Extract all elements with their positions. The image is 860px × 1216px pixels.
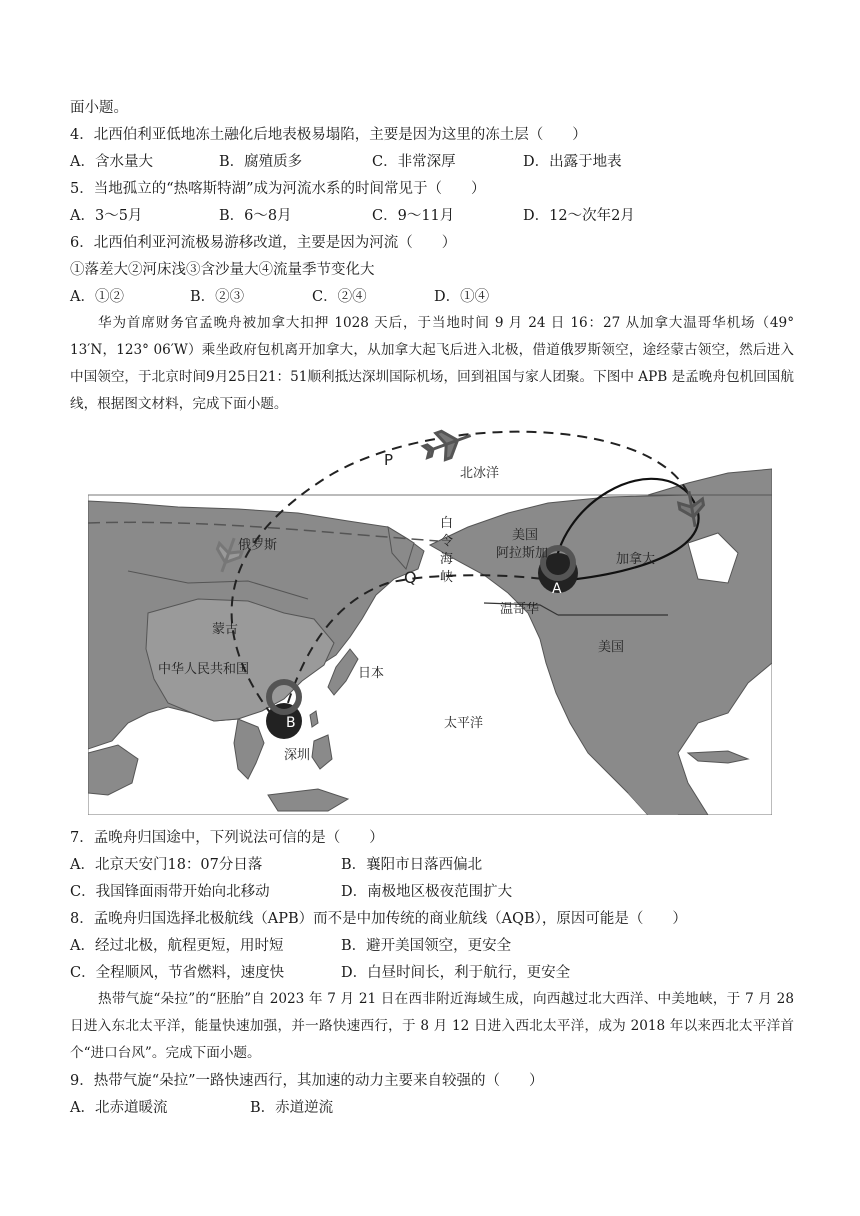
question-5: 5．当地孤立的“热喀斯特湖”成为河流水系的时间常见于（ ） xyxy=(70,181,486,197)
q5-option-a: A．3～5月 xyxy=(70,208,143,224)
q4-option-a: A．含水量大 xyxy=(70,154,153,170)
label-arctic: 北冰洋 xyxy=(460,466,500,481)
line-intro-end: 面小题。 xyxy=(70,100,128,116)
question-9: 9．热带气旋“朵拉”一路快速西行，其加速的动力主要来自较强的（ ） xyxy=(70,1073,544,1089)
q9-option-b: B．赤道逆流 xyxy=(250,1100,334,1116)
label-bering-4: 峡 xyxy=(440,570,454,585)
label-japan: 日本 xyxy=(358,666,385,681)
q6-option-d: D．①④ xyxy=(434,289,490,305)
label-bering-2: 令 xyxy=(440,534,454,549)
label-vancouver: 温哥华 xyxy=(500,602,540,617)
label-usa: 美国 xyxy=(598,640,625,655)
label-china: 中华人民共和国 xyxy=(158,662,250,677)
q4-option-b: B．腐殖质多 xyxy=(219,154,303,170)
label-bering-1: 白 xyxy=(440,516,454,531)
q5-option-b: B．6～8月 xyxy=(219,208,292,224)
airplane-icon xyxy=(421,423,476,465)
q6-option-b: B．②③ xyxy=(190,289,245,305)
q7-option-d: D．南极地区极夜范围扩大 xyxy=(341,884,513,900)
q7-option-c: C．我国锋面雨带开始向北移动 xyxy=(70,884,270,900)
q8-option-b: B．避开美国领空，更安全 xyxy=(341,938,512,954)
label-canada: 加拿大 xyxy=(616,552,656,567)
q4-option-c: C．非常深厚 xyxy=(372,154,456,170)
question-4: 4．北西伯利亚低地冻土融化后地表极易塌陷，主要是因为这里的冻土层（ ） xyxy=(70,127,587,143)
passage-meng: 华为首席财务官孟晚舟被加拿大扣押 1028 天后，于当地时间 9 月 24 日 16：27 从加拿大温哥华机场（49° 13′N，123° 06′W）乘坐政府包机离开加拿大，从加拿大起飞后进入北极，借道俄罗斯领空，途经蒙古领空，然后进入中国领空，于北京时间9月25日21：51顺利抵达深圳国际机场，回到祖国与家人团聚。下图中 APB 是孟晚舟包机回国航线，根据图文材料，完成下面小题。 xyxy=(70,315,794,412)
q6-option-a: A．①② xyxy=(70,289,124,305)
q6-statements: ①落差大②河床浅③含沙量大④流量季节变化大 xyxy=(70,262,375,278)
passage-dora: 热带气旋“朵拉”的“胚胎”自 2023 年 7 月 21 日在西非附近海域生成，向西越过北大西洋、中美地峡，于 7 月 28 日进入东北太平洋，能量快速加强，并一路快速西行，于 8 月 12 日进入西北太平洋，成为 2018 年以来西北太平洋首个“进口台风”。完成下面小题。 xyxy=(70,991,794,1061)
label-pacific: 太平洋 xyxy=(444,716,484,731)
label-p: P xyxy=(384,451,394,469)
label-mongolia: 蒙古 xyxy=(212,622,239,637)
label-russia: 俄罗斯 xyxy=(238,538,278,553)
q5-option-c: C．9～11月 xyxy=(372,208,455,224)
label-a: A xyxy=(552,581,562,597)
q8-option-c: C．全程顺风，节省燃料，速度快 xyxy=(70,965,285,981)
label-bering-3: 海 xyxy=(440,552,454,567)
q8-option-a: A．经过北极，航程更短，用时短 xyxy=(70,938,284,954)
label-q: Q xyxy=(404,568,417,587)
q9-option-a: A．北赤道暖流 xyxy=(70,1100,168,1116)
question-7: 7．孟晚舟归国途中，下列说法可信的是（ ） xyxy=(70,830,384,846)
q7-option-a: A．北京天安门18：07分日落 xyxy=(70,857,263,873)
question-8: 8．孟晚舟归国选择北极航线（APB）而不是中加传统的商业航线（AQB），原因可能是（ ） xyxy=(70,911,687,927)
q7-option-b: B．襄阳市日落西偏北 xyxy=(341,857,483,873)
label-usa-top: 美国 xyxy=(512,528,539,543)
label-b: B xyxy=(286,715,296,731)
q6-option-c: C．②④ xyxy=(312,289,367,305)
label-shenzhen: 深圳 xyxy=(284,748,311,763)
label-alaska: 阿拉斯加 xyxy=(496,546,549,561)
q5-option-d: D．12～次年2月 xyxy=(523,208,635,224)
question-6: 6．北西伯利亚河流极易游移改道，主要是因为河流（ ） xyxy=(70,235,457,251)
q8-option-d: D．白昼时间长，利于航行，更安全 xyxy=(341,965,571,981)
flight-route-map xyxy=(88,423,772,815)
q4-option-d: D．出露于地表 xyxy=(523,154,622,170)
